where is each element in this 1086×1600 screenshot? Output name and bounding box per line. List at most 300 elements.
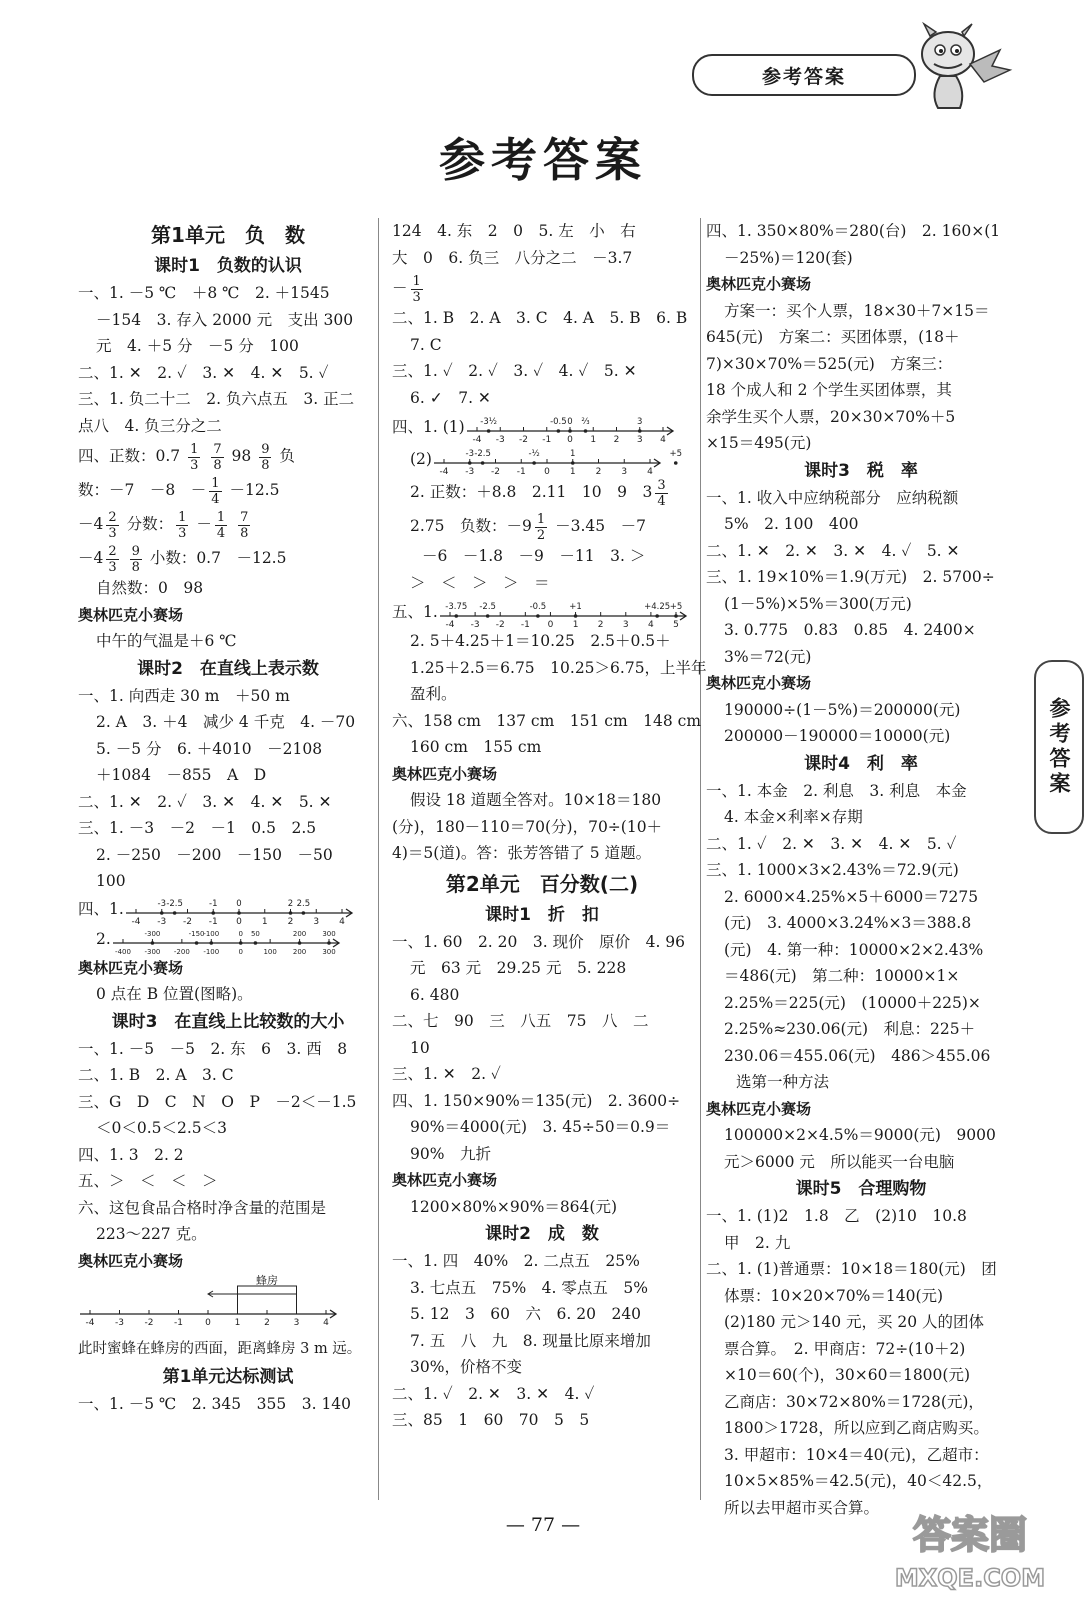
answer-line: 7. C: [410, 335, 442, 354]
watermark-logo: [870, 1500, 1070, 1596]
numerator: 1: [211, 475, 220, 491]
answer-column-3: [706, 218, 1016, 1521]
tick-label: -1: [208, 916, 218, 927]
tick-label: 3: [293, 1318, 300, 1328]
answer-line: 三、85 1 60 70 5 5: [392, 1411, 590, 1429]
olympic-heading: 奥林匹克小赛场: [78, 958, 184, 977]
answer-line: 1800＞1728，所以应到乙商店购买。: [724, 1419, 989, 1437]
fraction: [211, 442, 223, 473]
tick-label: 0: [238, 947, 243, 956]
point-mark: [211, 911, 215, 915]
answer-text: 小数：0.7 －12.5: [149, 549, 287, 567]
point-label: -0.5: [549, 417, 567, 427]
answer-line: 三、1. 19×10%＝1.9(万元) 2. 5700÷: [706, 568, 995, 586]
olympic-heading: 奥林匹克小赛场: [706, 275, 812, 293]
point-label: 2.5: [296, 898, 310, 909]
tick-label: 0: [544, 467, 550, 477]
point-mark: [556, 429, 560, 433]
answer-text: －4: [78, 549, 104, 567]
tick-label: 1: [590, 435, 596, 445]
answer-line: ＞ ＜ ＞ ＞ ＝: [410, 573, 550, 592]
fraction: [106, 544, 118, 575]
denominator: 8: [261, 457, 270, 473]
olympic-heading: 奥林匹克小赛场: [78, 605, 184, 624]
answer-line: 3%＝72(元): [724, 647, 812, 666]
point-label: 0: [238, 929, 243, 938]
answer-line: [78, 541, 378, 575]
answer-line: 18 个成人和 2 个学生买团体票，其: [706, 381, 952, 399]
tick-label: 0: [547, 620, 554, 630]
tick-label: 0: [205, 1318, 211, 1328]
side-tab-label: 参考答案: [1034, 660, 1084, 834]
answer-line: 200000－190000＝10000(元): [724, 727, 951, 745]
answer-text: 98: [231, 447, 252, 465]
page-number: — 77 —: [505, 1514, 581, 1536]
numerator: 1: [536, 511, 546, 527]
answer-line: (元) 4. 第一种：10000×2×2.43%: [724, 940, 984, 959]
answer-line: (分)，180－110＝70(分)，70÷(10＋: [392, 817, 663, 836]
point-label: -3: [465, 449, 474, 459]
tick-label: -100: [203, 947, 220, 956]
lesson-heading: 课时2 在直线上表示数: [137, 658, 319, 679]
answer-line: 所以去甲超市买合算。: [724, 1498, 880, 1517]
tick-label: 100: [263, 947, 277, 956]
point-mark: [150, 941, 154, 945]
answer-line: 4. 本金×利率×存期: [724, 808, 863, 826]
point-mark: [574, 614, 578, 618]
point-mark: [486, 429, 490, 433]
answer-line: 100: [96, 872, 126, 890]
denominator: 8: [213, 457, 222, 473]
tick-label: -1: [520, 620, 530, 630]
numerator: 1: [178, 509, 187, 525]
answer-line: 一、1. (1)2 1.8 乙 (2)10 10.8: [706, 1207, 967, 1225]
answer-line: ＝486(元) 第二种：10000×1×: [724, 967, 960, 985]
answer-text: 负: [279, 447, 295, 465]
tick-label: 4: [323, 1318, 329, 1328]
olympic-heading: 奥林匹克小赛场: [392, 764, 498, 783]
answer-text: 四、1. (1): [392, 417, 465, 436]
point-mark: [195, 941, 199, 945]
answer-line: 6. 480: [410, 985, 460, 1004]
answer-line: 230.06＝455.06(元) 486＞455.06: [724, 1046, 991, 1065]
numerator: 2: [108, 509, 117, 525]
answer-text: 2.75 负数：－9: [410, 517, 532, 535]
point-label: -3.75: [445, 602, 468, 612]
answer-text: 分数：: [126, 515, 174, 533]
answer-line: 2. A 3. ＋4 减少 4 千克 4. －70: [96, 713, 356, 731]
answer-line: [78, 925, 378, 955]
answer-line: 二、1. B 2. A 3. C: [78, 1066, 234, 1084]
tick-label: -4: [445, 620, 455, 630]
tick-label: 1: [261, 916, 268, 927]
tick-label: 1: [234, 1318, 241, 1328]
tick-label: -4: [439, 467, 449, 477]
answer-line: 元＞6000 元 所以能买一台电脑: [724, 1152, 955, 1171]
answer-line: 2. －250 －200 －150 －50: [96, 845, 333, 864]
tick-label: 4: [659, 435, 666, 445]
answer-line: 二、1. ✓ 2. ✕ 3. ✕ 4. ✓: [392, 1384, 595, 1403]
tick-label: 2: [264, 1318, 270, 1328]
answer-line: 三、1. －3 －2 －1 0.5 2.5: [78, 819, 317, 837]
point-label: -3½: [479, 417, 497, 427]
answer-line: 二、1. ✓ 2. ✕ 3. ✕ 4. ✕ 5. ✓: [706, 834, 957, 853]
answer-line: [392, 509, 692, 543]
bee-house-box: [238, 1286, 297, 1314]
tick-label: -1: [541, 435, 551, 445]
denominator: 3: [178, 525, 187, 541]
lesson-heading: 课时3 在直线上比较数的大小: [111, 1011, 345, 1032]
point-label: -0.5: [529, 602, 546, 612]
point-label: 300: [322, 929, 336, 938]
point-mark: [674, 614, 678, 618]
answer-line: 7)×30×70%＝525(元) 方案三：: [706, 354, 953, 373]
point-mark: [209, 941, 213, 945]
answer-line: 1200×80%×90%＝864(元): [410, 1197, 618, 1216]
denominator: 3: [108, 559, 117, 575]
tick-label: -3: [465, 467, 475, 477]
answer-line: 盈利。: [410, 685, 457, 703]
answer-line: 5. －5 分 6. ＋4010 －2108: [96, 739, 323, 758]
tick-label: 3: [313, 916, 319, 927]
answer-line: ＜0＜0.5＜2.5＜3: [96, 1119, 228, 1137]
answer-line: 30%，价格不变: [410, 1358, 522, 1376]
answer-text: －12.5: [229, 481, 280, 499]
tick-label: -2: [490, 467, 500, 477]
point-label: -1: [208, 898, 218, 909]
point-label: +4.25: [643, 602, 670, 612]
answer-line: 三、G D C N O P －2＜－1.5: [78, 1092, 357, 1111]
number-line: [124, 895, 354, 925]
point-mark: [160, 911, 164, 915]
numerator: 7: [240, 509, 249, 525]
answer-line: [392, 443, 692, 475]
answer-line: 2.25%≈230.06(元) 利息：225＋: [724, 1020, 976, 1038]
answer-line: 5% 2. 100 400: [724, 515, 859, 533]
point-mark: [288, 911, 292, 915]
answer-line: 中午的气温是＋6 ℃: [96, 632, 237, 650]
lesson-heading: 课时4 利 率: [804, 753, 918, 774]
point-label: +5: [669, 449, 682, 459]
point-label: ⅔: [581, 417, 590, 427]
number-line: [432, 443, 682, 477]
answer-line: 90%＝4000(元) 3. 45÷50＝0.9＝: [410, 1118, 671, 1136]
fraction: [209, 476, 221, 507]
tick-label: -3: [495, 435, 505, 445]
answer-line: 100000×2×4.5%＝9000(元) 9000: [724, 1126, 996, 1144]
fraction: [106, 510, 118, 541]
answer-line: ×15＝495(元): [706, 434, 812, 452]
tick-label: -2: [518, 435, 528, 445]
answer-line: 四、1. 350×80%＝280(台) 2. 160×(1: [706, 222, 1001, 240]
fraction: [535, 512, 547, 543]
point-mark: [486, 614, 490, 618]
fraction: [411, 274, 423, 305]
tick-label: 3: [636, 435, 643, 445]
answer-line: 余学生买个人票，20×30×70%＋5: [706, 407, 956, 426]
fraction: [188, 442, 200, 473]
point-label: -3: [157, 898, 166, 909]
answer-line: 160 cm 155 cm: [410, 738, 542, 756]
answer-text: －: [392, 279, 408, 297]
point-label: 1: [570, 449, 576, 459]
column-divider: [700, 218, 701, 1500]
numerator: 1: [412, 273, 421, 289]
fraction: [176, 510, 188, 541]
numerator: 3: [657, 477, 666, 493]
bee-house-label: 蜂房: [256, 1274, 278, 1287]
point-label: -2.5: [474, 449, 491, 459]
tick-label: -2: [144, 1318, 154, 1328]
answer-line: 点八 4. 负三分之二: [78, 416, 222, 435]
answer-text: 四、1.: [78, 900, 124, 919]
point-label: -2.5: [479, 602, 496, 612]
tick-label: -3: [157, 916, 167, 927]
tick-label: -2: [495, 620, 505, 630]
tick-label: 3: [621, 467, 628, 477]
answer-line: 元 4. ＋5 分 －5 分 100: [96, 337, 299, 355]
tick-label: 0: [235, 916, 242, 927]
point-mark: [655, 614, 659, 618]
answer-line: [392, 271, 692, 305]
tick-label: -1: [516, 467, 526, 477]
answer-line: 票合算。 2. 甲商店：72÷(10＋2): [724, 1339, 966, 1358]
tick-label: -3: [115, 1318, 124, 1328]
numerator: 2: [108, 543, 117, 559]
answer-line: －154 3. 存入 2000 元 支出 300: [96, 310, 354, 329]
answer-text: 数：－7 －8 －: [78, 481, 207, 499]
denominator: 8: [131, 559, 140, 575]
denominator: 4: [211, 491, 220, 507]
answer-line: 一、1. －5 －5 2. 东 6 3. 西 8: [78, 1039, 348, 1058]
answer-line: 元 63 元 29.25 元 5. 228: [410, 959, 627, 977]
answer-line: 4)＝5(道)。答：张芳答错了 5 道题。: [392, 844, 652, 862]
answer-line: 一、1. －5 ℃ 2. 345 355 3. 140: [78, 1394, 352, 1413]
number-line: [438, 596, 688, 628]
lesson-heading: 课时2 成 数: [485, 1224, 599, 1244]
answer-line: (元) 3. 4000×3.24%×3＝388.8: [724, 914, 972, 932]
answer-line: [392, 475, 692, 509]
answer-text: 五、1.: [392, 602, 438, 621]
answer-line: 二、1. (1)普通票：10×18＝180(元) 团: [706, 1260, 997, 1278]
answer-text: －3.45 －7: [555, 517, 646, 535]
tick-label: -4: [472, 435, 482, 445]
answer-line: [78, 473, 378, 507]
answer-line: 0 点在 B 位置(图略)。: [96, 985, 253, 1003]
answer-line: [392, 596, 692, 628]
answer-line: 124 4. 东 2 0 5. 左 小 右: [392, 222, 636, 240]
point-mark: [568, 429, 572, 433]
answer-line: 7. 五 八 九 8. 现量比原来增加: [410, 1331, 651, 1350]
header-label: 参考答案: [692, 54, 916, 96]
numerator: 7: [213, 441, 222, 457]
answer-line: 乙商店：30×72×80%＝1728(元)，: [724, 1392, 984, 1411]
tick-label: 1: [569, 467, 576, 477]
tick-label: 2: [595, 467, 602, 477]
answer-line: [78, 507, 378, 541]
answer-line: －25%)＝120(套): [724, 248, 853, 267]
answer-line: ＋1084 －855 A D: [96, 766, 267, 784]
denominator: 2: [536, 527, 546, 543]
tick-label: -4: [131, 916, 141, 927]
test-heading: 第1单元达标测试: [162, 1366, 294, 1387]
numerator: 9: [261, 441, 270, 457]
answer-line: 二、1. B 2. A 3. C 4. A 5. B 6. B: [392, 309, 688, 327]
olympic-heading: 奥林匹克小赛场: [706, 1099, 812, 1118]
answer-line: 二、七 90 三 八五 75 八 二: [392, 1012, 649, 1030]
fraction: [130, 544, 142, 575]
column-divider: [378, 218, 379, 1500]
answer-line: 体票：10×20×70%＝140(元): [724, 1286, 944, 1305]
answer-line: [392, 411, 692, 443]
point-label: +1: [569, 602, 582, 612]
answer-line: 二、1. ✕ 2. ✓ 3. ✕ 4. ✕ 5. ✕: [78, 792, 332, 811]
answer-line: 5. 12 3 60 六 6. 20 240: [410, 1305, 642, 1323]
numerator: 9: [131, 543, 140, 559]
answer-line: 假设 18 道题全答对。10×18＝180: [410, 791, 662, 809]
answer-line: 六、158 cm 137 cm 151 cm 148 cm: [392, 711, 702, 730]
point-label: -½: [528, 449, 540, 459]
number-line: [465, 411, 675, 443]
point-mark: [298, 941, 302, 945]
answer-line: 三、1. ✕ 2. ✓: [392, 1065, 501, 1083]
point-label: -100: [203, 929, 220, 938]
point-label: 200: [292, 929, 307, 938]
fraction: [215, 510, 227, 541]
point-mark: [583, 429, 587, 433]
numerator: 1: [216, 509, 226, 525]
point-mark: [468, 461, 472, 465]
tick-label: 200: [292, 947, 307, 956]
answer-text: 2.: [96, 930, 111, 949]
answer-column-2: [392, 218, 707, 1434]
point-label: -2.5: [166, 898, 183, 909]
point-label: 0: [566, 417, 573, 427]
answer-line: 五、＞ ＜ ＜ ＞: [78, 1172, 218, 1190]
point-mark: [253, 941, 257, 945]
tick-label: 2: [597, 620, 604, 630]
answer-line: 1.25＋2.5＝6.75 10.25＞6.75，上半年: [410, 658, 707, 677]
lesson-heading: 课时5 合理购物: [795, 1179, 927, 1199]
answer-line: 645(元) 方案二：买团体票，(18＋: [706, 328, 960, 346]
denominator: 4: [216, 525, 226, 541]
answer-line: 二、1. ✕ 2. ✕ 3. ✕ 4. ✓ 5. ✕: [706, 541, 960, 560]
point-label: 0: [236, 898, 242, 909]
numerator: 1: [190, 441, 199, 457]
answer-line: －6 －1.8 －9 －11 3. ＞: [422, 547, 646, 565]
point-mark: [173, 911, 177, 915]
point-mark: [536, 614, 540, 618]
olympic-heading: 奥林匹克小赛场: [78, 1251, 184, 1270]
answer-line: 三、1. 负二十二 2. 负六点五 3. 正二: [78, 390, 355, 408]
answer-line: 四、1. 3 2. 2: [78, 1145, 184, 1164]
answer-line: 六、这包食品合格时净含量的范围是: [78, 1198, 327, 1217]
answer-line: 甲 2. 九: [724, 1233, 791, 1252]
point-label: -300: [144, 929, 161, 938]
answer-line: 三、1. 1000×3×2.43%＝72.9(元): [706, 861, 959, 879]
fraction: [259, 442, 271, 473]
point-mark: [454, 614, 458, 618]
tick-label: -4: [85, 1318, 95, 1328]
point-mark: [481, 461, 485, 465]
tick-label: 0: [566, 435, 573, 445]
answer-line: (1－5%)×5%＝300(万元): [724, 594, 912, 613]
answer-line: 10: [410, 1038, 430, 1057]
olympic-heading: 奥林匹克小赛场: [392, 1171, 498, 1189]
answer-line: 一、1. －5 ℃ ＋8 ℃ 2. ＋1545: [78, 284, 330, 302]
answer-line: [78, 895, 378, 925]
answer-line: 选第一种方法: [736, 1073, 830, 1091]
tick-label: 3: [622, 620, 629, 630]
point-mark: [532, 461, 536, 465]
lesson-heading: 课时1 负数的认识: [154, 256, 302, 276]
point-label: 50: [250, 929, 260, 938]
answer-text: 2. 正数：＋8.8 2.11 10 9 3: [410, 483, 653, 501]
denominator: 3: [108, 525, 117, 541]
answer-line: 2. 5＋4.25＋1＝10.25 2.5＋0.5＋: [410, 632, 671, 650]
answer-line: 3. 七点五 75% 4. 零点五 5%: [410, 1278, 648, 1297]
lesson-heading: 课时1 折 扣: [485, 904, 599, 925]
denominator: 3: [412, 289, 421, 305]
answer-line: 90% 九折: [410, 1144, 491, 1163]
answer-line: 一、1. 四 40% 2. 二点五 25%: [392, 1252, 640, 1270]
answer-line: 大 0 6. 负三 八分之二 －3.7: [392, 248, 633, 267]
answer-line: 10×5×85%＝42.5(元)，40＜42.5，: [724, 1472, 993, 1490]
answer-line: 223～227 克。: [96, 1225, 207, 1243]
fraction: [238, 510, 250, 541]
unit-heading: 第1单元 负 数: [151, 223, 305, 247]
answer-line: 二、1. ✕ 2. ✓ 3. ✕ 4. ✕ 5. ✓: [78, 363, 329, 382]
tick-label: 4: [647, 620, 654, 630]
denominator: 4: [657, 493, 666, 509]
lesson-heading: 课时3 税 率: [804, 460, 918, 481]
tick-label: -2: [182, 916, 192, 927]
point-mark: [327, 941, 331, 945]
point-mark: [237, 911, 241, 915]
unit-heading: 第2单元 百分数(二): [445, 871, 639, 896]
answer-line: ×10＝60(个)，30×60＝1800(元): [724, 1366, 971, 1384]
answer-line: (2)180 元＞140 元，买 20 人的团体: [724, 1313, 985, 1331]
answer-text: －: [196, 515, 212, 533]
watermark-bottom: MXQE.COM: [894, 1564, 1046, 1592]
answer-line: 方案一：买个人票，18×30＋7×15＝: [724, 301, 990, 320]
tick-label: 1: [572, 620, 579, 630]
point-mark: [674, 461, 678, 465]
page-title: 参考答案: [439, 133, 647, 187]
answer-line: 190000÷(1－5%)＝200000(元): [724, 700, 961, 719]
tick-label: 2: [287, 916, 294, 927]
tick-label: -3: [470, 620, 480, 630]
number-line: [111, 925, 341, 955]
tick-label: 300: [322, 947, 336, 956]
tick-label: 5: [672, 620, 679, 630]
answer-text: －4: [78, 515, 104, 533]
page-number-value: 77: [530, 1514, 556, 1536]
dragon-mascot-icon: [900, 14, 1020, 114]
point-mark: [239, 941, 243, 945]
answer-column-1: [78, 218, 378, 1417]
tick-label: -400: [114, 947, 131, 956]
answer-text: 四、正数：0.7: [78, 447, 181, 465]
answer-line: 2. 6000×4.25%×5＋6000＝7275: [724, 887, 979, 906]
answer-line: 6. ✓ 7. ✕: [410, 388, 491, 407]
olympic-heading: 奥林匹克小赛场: [706, 674, 812, 692]
answer-text: (2): [410, 449, 432, 468]
answer-line: 一、1. 向西走 30 m ＋50 m: [78, 686, 290, 705]
tick-label: -200: [173, 947, 190, 956]
answer-line: 一、1. 收入中应纳税部分 应纳税额: [706, 488, 959, 507]
answer-line: [78, 439, 378, 473]
